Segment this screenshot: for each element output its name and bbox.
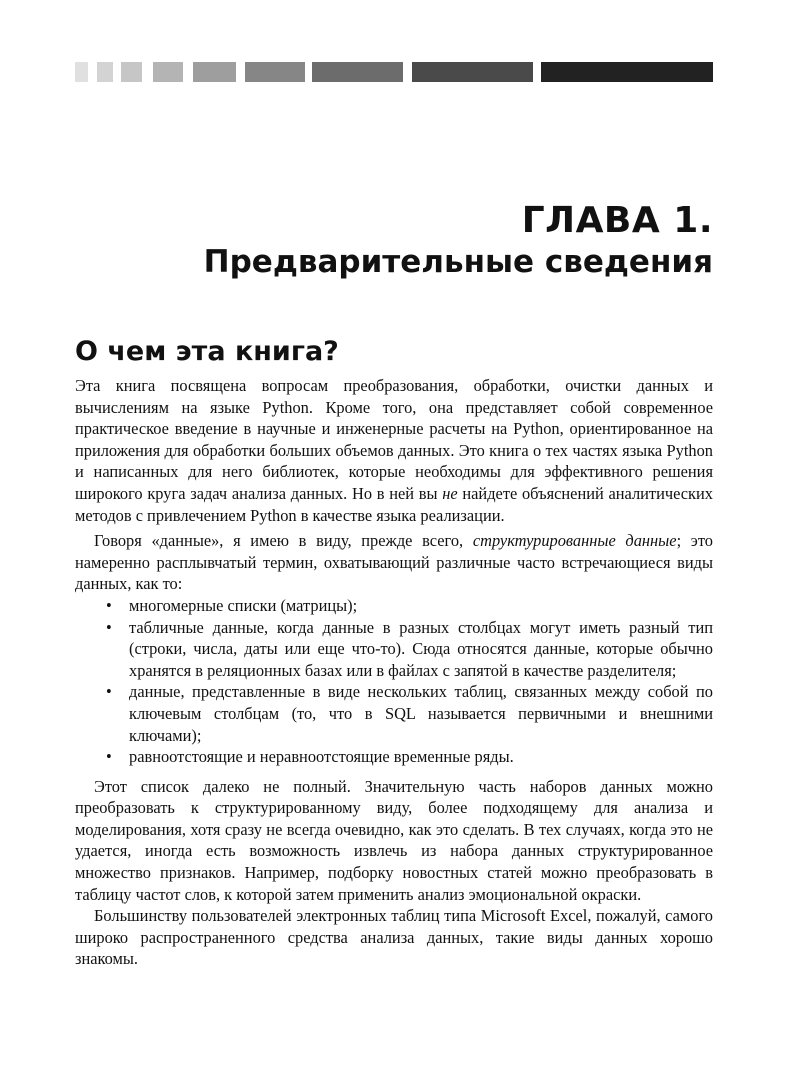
list-item: • данные, представленные в виде нескольких таблиц, связанных между собой по ключевым столбцам (то, что в SQL называется первичными и внешними ключами);: [106, 682, 713, 745]
list-item: • табличные данные, когда данные в разных столбцах могут иметь разный тип (строки, числа, даты или еще что-то). Сюда относятся данные, которые обычно хранятся в реляционных базах или в файлах с запятой в качестве разделителя;: [106, 617, 713, 680]
section-title: О чем эта книга?: [75, 336, 339, 367]
gradient-segment: [153, 62, 183, 82]
paragraph: Говоря «данные», я имею в виду, прежде всего, структурированные данные; это намеренно расплывчатый термин, охватывающий различные часто встречающиеся виды данных, как то:: [75, 531, 713, 594]
gradient-segment: [193, 62, 236, 82]
list-item: • многомерные списки (матрицы);: [106, 595, 358, 615]
paragraph: Большинству пользователей электронных таблиц типа Microsoft Excel, пожалуй, самого широко распространенного средства анализа данных, такие виды данных хорошо знакомы.: [75, 906, 713, 969]
body-text: [75, 375, 713, 970]
gradient-segment: [541, 62, 713, 82]
bullet-icon: •: [106, 595, 112, 615]
paragraph: Этот список далеко не полный. Значительную часть наборов данных можно преобразовать к структурированному виду, более подходящему для анализа и моделирования, хотя сразу не всегда очевидно, как это сделать. В тех случаях, когда это не удается, иногда есть возможность извлечь из набора данных структурированное множество признаков. Например, подборку новостных статей можно преобразовать в таблицу частот слов, к которой затем применить анализ эмоциональной окраски.: [75, 776, 713, 904]
gradient-segment: [312, 62, 403, 82]
bullet-icon: •: [106, 682, 112, 702]
chapter-title: Предварительные сведения: [203, 244, 713, 280]
bullet-icon: •: [106, 747, 112, 767]
list-item: • равноотстоящие и неравноотстоящие временные ряды.: [106, 747, 514, 767]
bullet-icon: •: [106, 617, 112, 637]
gradient-segment: [121, 62, 142, 82]
chapter-header-gradient-bar: [75, 62, 713, 82]
gradient-segment: [97, 62, 113, 82]
bullet-list: [75, 595, 713, 768]
gradient-segment: [245, 62, 305, 82]
paragraph: Эта книга посвящена вопросам преобразования, обработки, очистки данных и вычислениям на языке Python. Кроме того, она представляет собой современное практическое введение в научные и инженерные расчеты на Python, ориентированное на приложения для обработки больших объемов данных. Это книга о тех частях языка Python и написанных для него библиотек, которые необходимы для эффективного решения широкого круга задач анализа данных. Но в ней вы не найдете объяснений аналитических методов с привлечением Python в качестве языка реализации.: [75, 376, 713, 525]
gradient-segment: [412, 62, 533, 82]
gradient-segment: [75, 62, 88, 82]
chapter-number: ГЛАВА 1.: [521, 200, 713, 241]
